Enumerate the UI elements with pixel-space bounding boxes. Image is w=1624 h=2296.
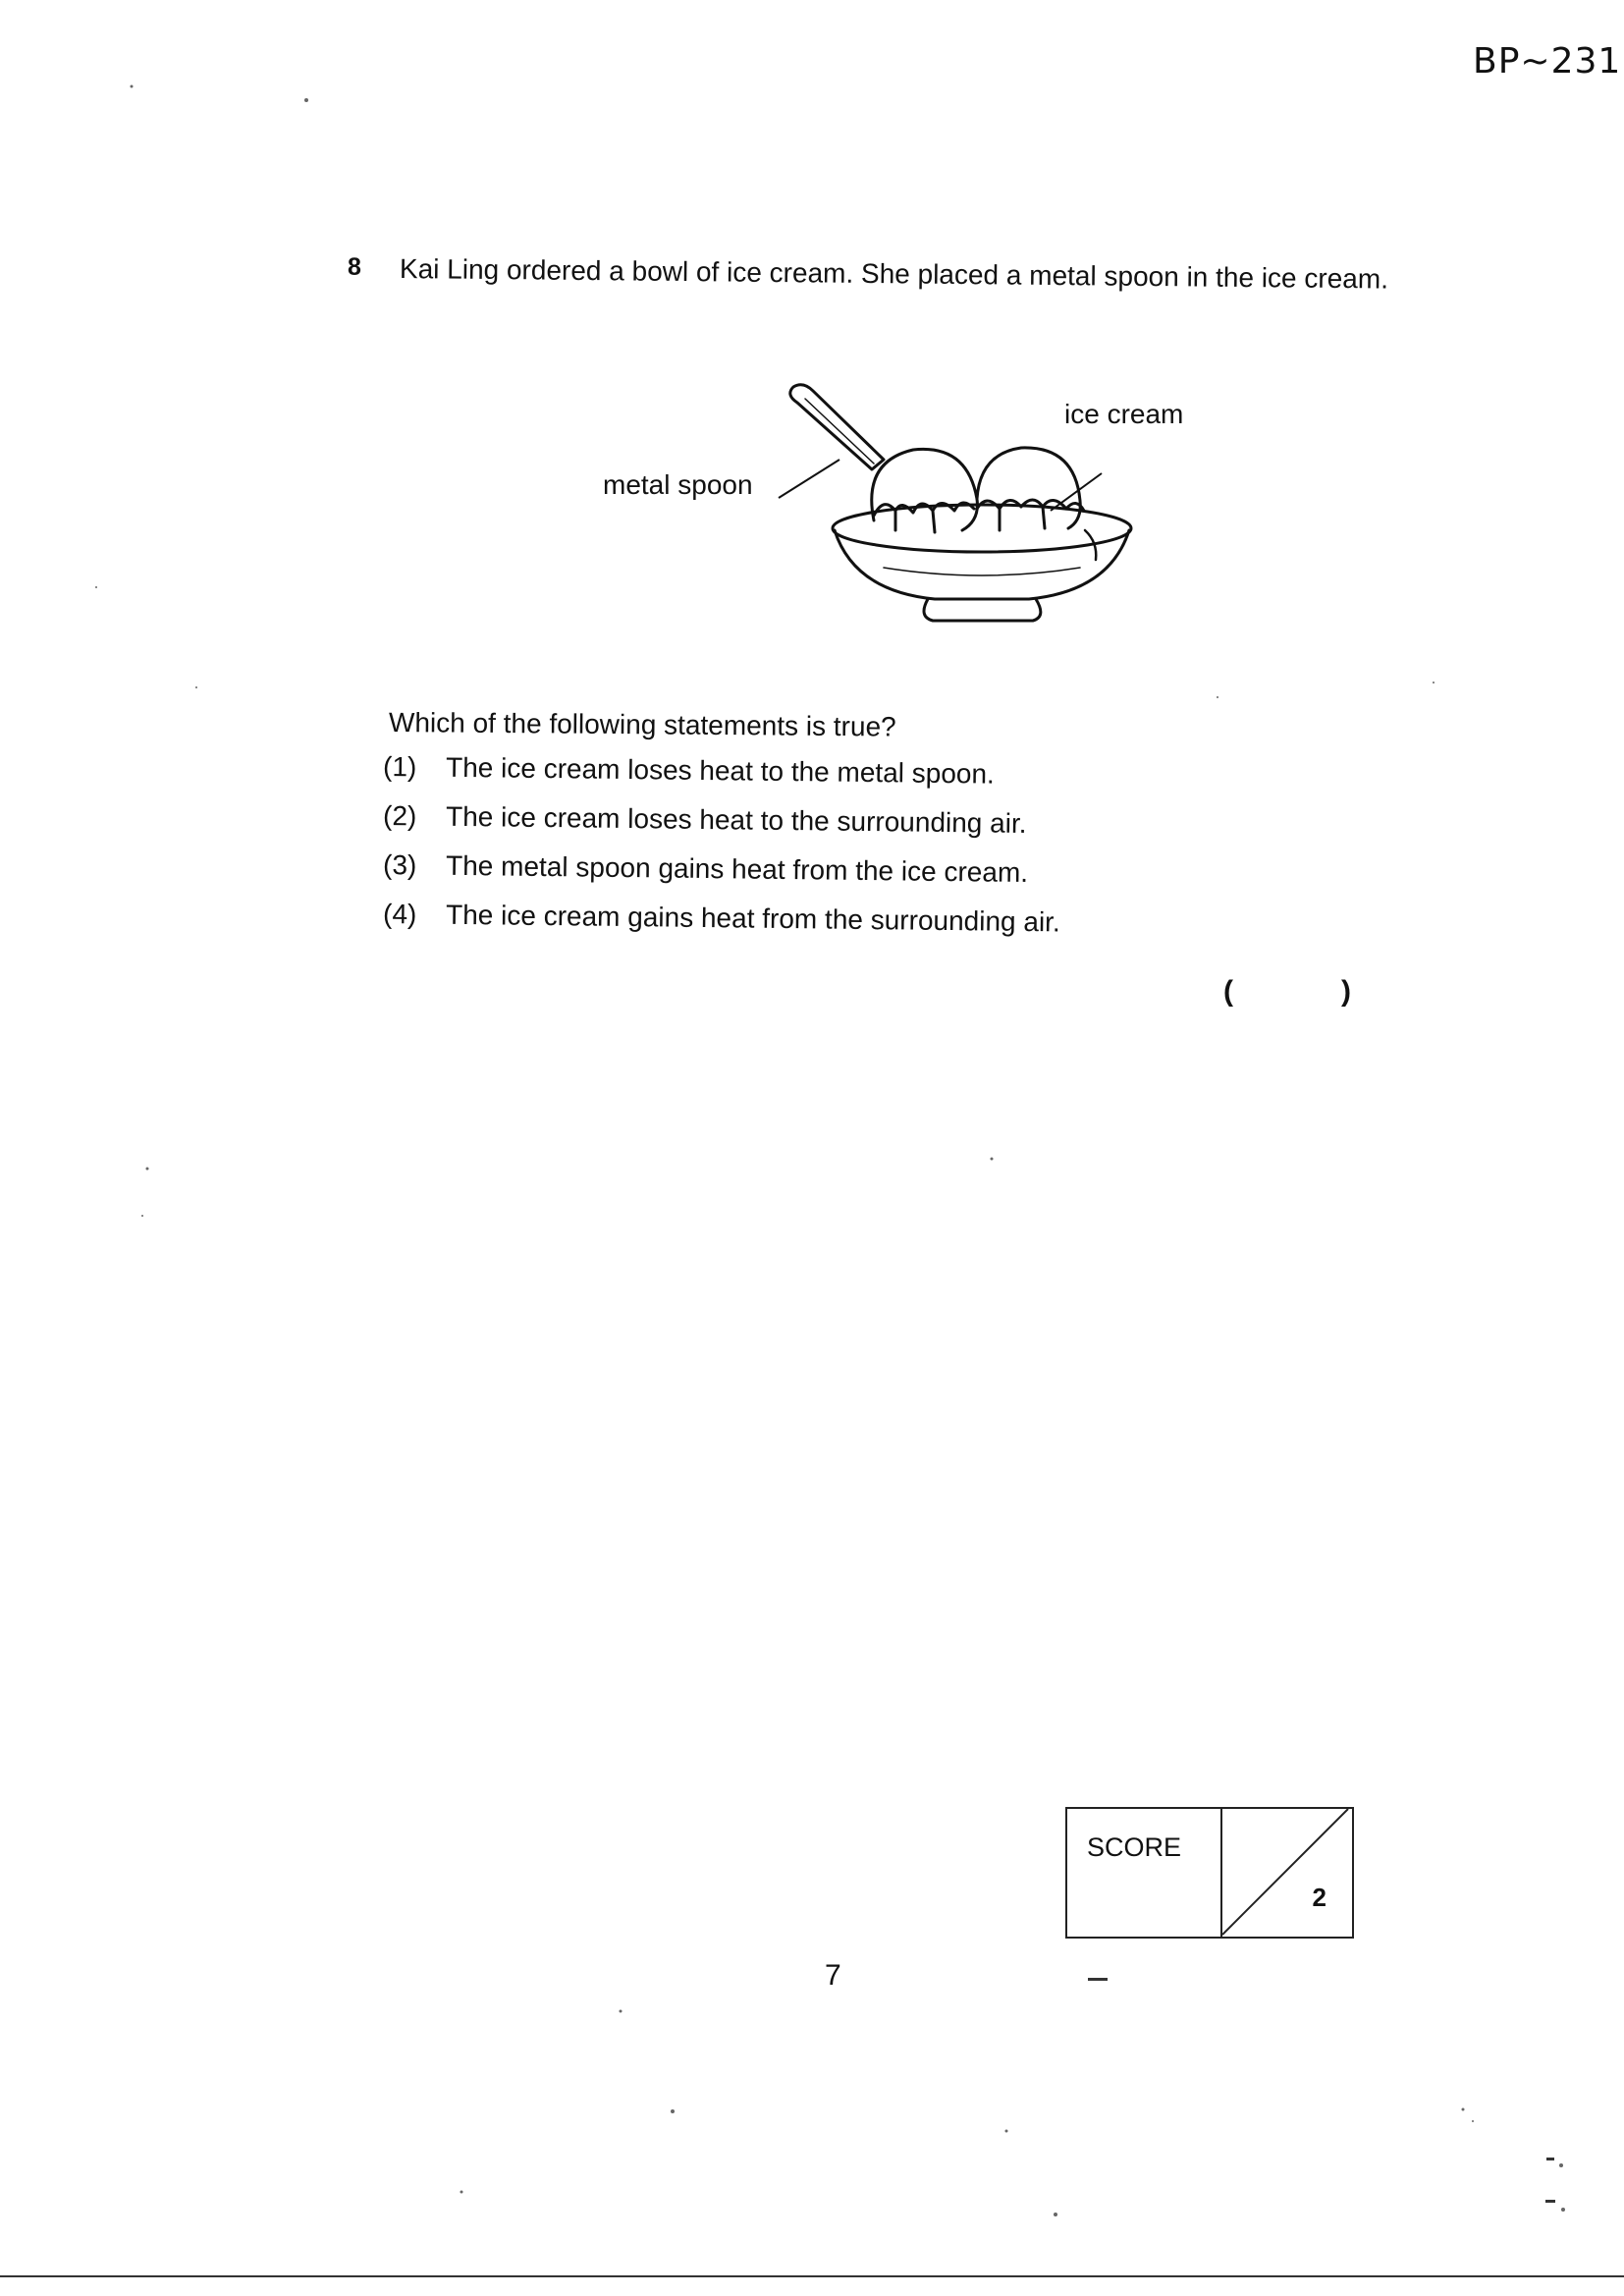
document-code: BP~231 — [1473, 41, 1622, 82]
option-number: (3) — [382, 849, 417, 881]
question-stem: Kai Ling ordered a bowl of ice cream. She placed a metal spoon in the ice cream. — [399, 253, 1389, 295]
score-label: SCORE — [1067, 1809, 1222, 1937]
metal-spoon-label: metal spoon — [603, 469, 753, 500]
option-text: The ice cream loses heat to the surrounding air. — [445, 800, 1027, 840]
option-number: (2) — [382, 800, 417, 832]
answer-bracket-close: ) — [1341, 975, 1351, 1008]
question-prompt: Which of the following statements is true? — [388, 707, 896, 742]
option-text: The ice cream loses heat to the metal spoon. — [445, 751, 996, 790]
ice-cream-label: ice cream — [1064, 399, 1184, 429]
option-text: The metal spoon gains heat from the ice cream. — [445, 849, 1029, 889]
answer-bracket-open: ( — [1223, 975, 1233, 1008]
option-number: (1) — [382, 751, 417, 783]
question-number: 8 — [348, 253, 361, 281]
score-max: 2 — [1312, 1883, 1326, 1912]
page-number: 7 — [825, 1959, 841, 1992]
option-text: The ice cream gains heat from the surrounding air. — [445, 899, 1060, 938]
option-number: (4) — [382, 899, 417, 930]
